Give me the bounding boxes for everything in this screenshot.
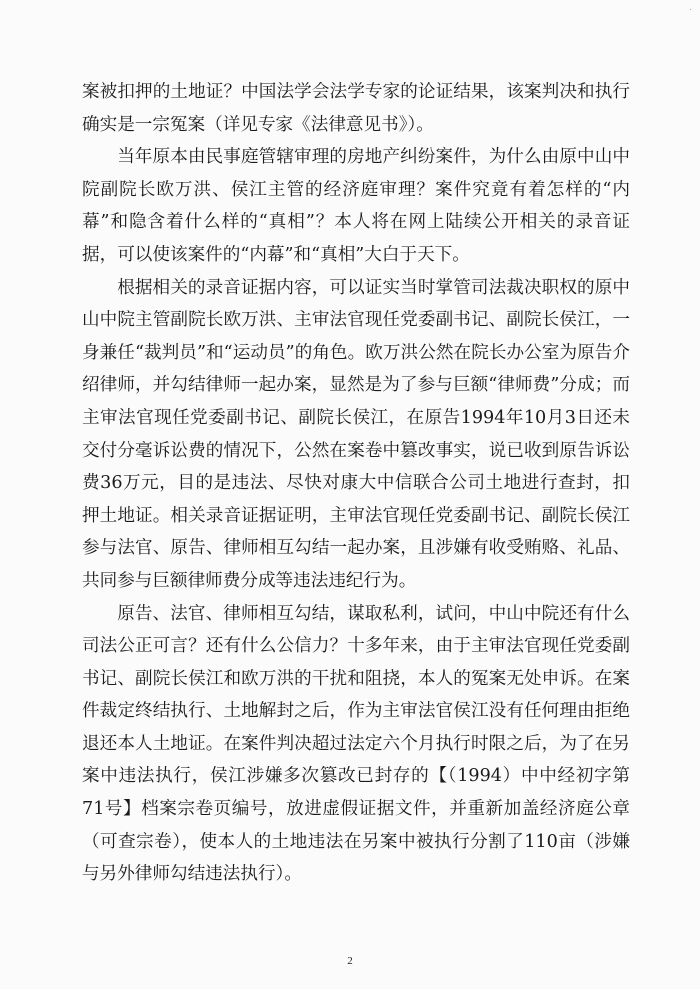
paragraph-4: 原告、法官、律师相互勾结，谋取私利，试问，中山中院还有什么司法公正可言？还有什么公信力？十多年来，由于主审法官现任党委副书记、副院长侯江和欧万洪的干扰和阻挠，本人的冤案无处申诉。在案件裁定终结执行、土地解封之后，作为主审法官侯江没有任何理由拒绝退还本人土地证。在案件判决超过法定六个月执行时限之后，为了在另案中违法执行，侯江涉嫌多次篡改已封存的【（1994）中中经初字第71号】档案宗卷页编号，放进虚假证据文件，并重新加盖经济庭公章（可查宗卷），使本人的土地违法在另案中被执行分割了110亩（涉嫌与另外律师勾结违法执行）。	[82, 603, 630, 885]
body-text	[82, 76, 630, 891]
paragraph-2: 当年原本由民事庭管辖审理的房地产纠纷案件，为什么由原中山中院副院长欧万洪、侯江主管的经济庭审理？案件究竟有着怎样的“内幕”和隐含着什么样的“真相”？本人将在网上陆续公开相关的录音证据，可以使该案件的“内幕”和“真相”大白于天下。	[82, 147, 630, 265]
corner-mark: ·	[689, 4, 692, 14]
paragraph-1: 案被扣押的土地证？中国法学会法学专家的论证结果，该案判决和执行确实是一宗冤案（详见专家《法律意见书》）。	[82, 82, 630, 135]
page-number: 2	[347, 955, 353, 967]
paragraph-3: 根据相关的录音证据内容，可以证实当时掌管司法裁决职权的原中山中院主管副院长欧万洪、主审法官现任党委副书记、副院长侯江，一身兼任“裁判员”和“运动员”的角色。欧万洪公然在院长办公室为原告介绍律师，并勾结律师一起办案，显然是为了参与巨额“律师费”分成；而主审法官现任党委副书记、副院长侯江，在原告1994年10月3日还未交付分毫诉讼费的情况下，公然在案卷中篡改事实，说已收到原告诉讼费36万元，目的是违法、尽快对康大中信联合公司土地进行查封，扣押土地证。相关录音证据证明，主审法官现任党委副书记、副院长侯江参与法官、原告、律师相互勾结一起办案，且涉嫌有收受贿赂、礼品、共同参与巨额律师费分成等违法违纪行为。	[82, 277, 630, 591]
